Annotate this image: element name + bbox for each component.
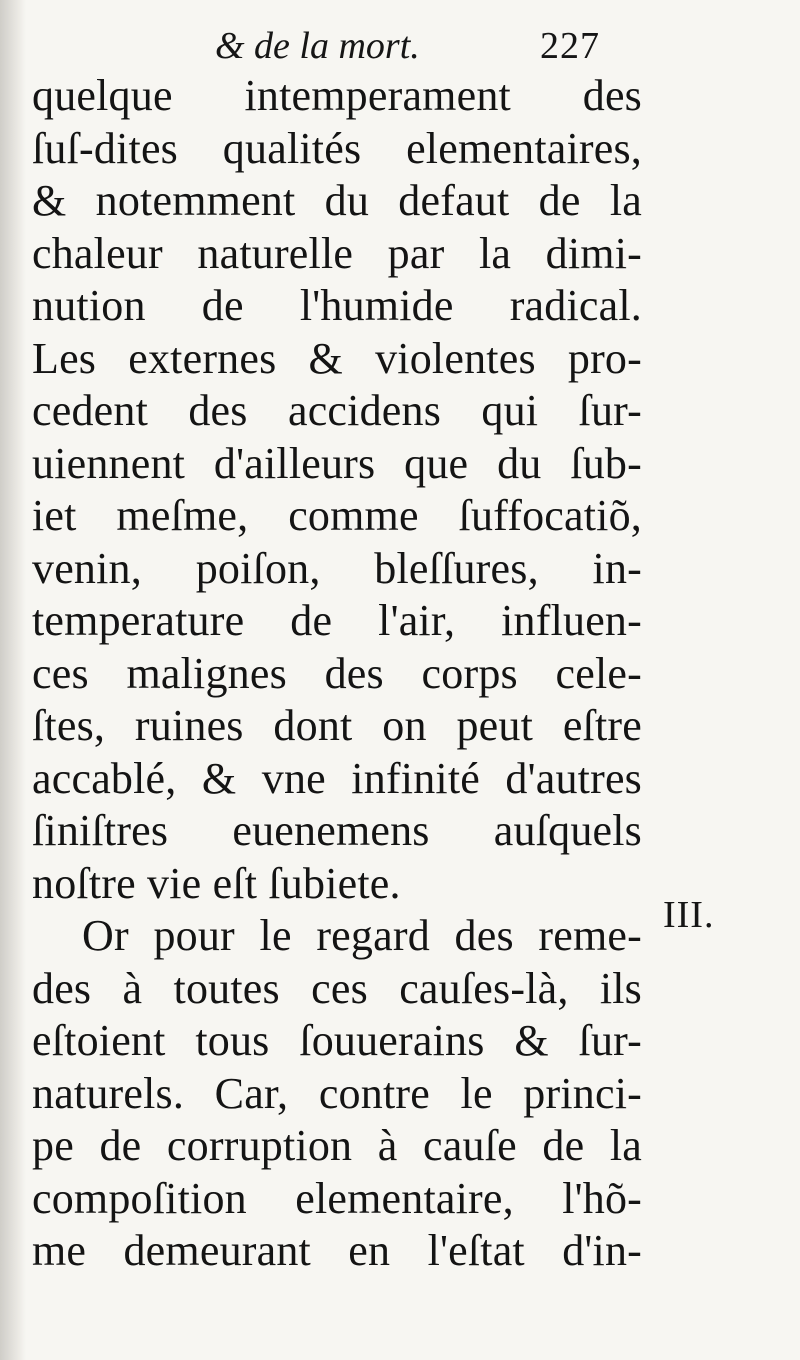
text-line: ces malignes des corps cele-: [32, 648, 642, 698]
page-header: [0, 22, 800, 72]
body-text: [32, 70, 642, 1278]
text-line: cedent des accidens qui ſur-: [32, 386, 642, 435]
text-line: accablé, & vne infinité d'autres: [32, 753, 642, 803]
text-line: noſtre vie eſt ſubiete.: [32, 858, 401, 908]
text-line: pe de corruption à cauſe de la: [32, 1121, 642, 1170]
page-gutter-shadow: [0, 0, 26, 1360]
text-line: ſuſ-dites qualités elementaires,: [32, 123, 642, 173]
text-line: iet meſme, comme ſuffocatiõ,: [32, 491, 642, 540]
text-line: venin, poiſon, bleſſures, in-: [32, 543, 642, 593]
margin-note: III.: [663, 894, 715, 936]
text-line: Or pour le regard des reme-: [82, 911, 642, 960]
text-line: naturels. Car, contre le princi-: [32, 1068, 642, 1118]
text-line: uiennent d'ailleurs que du ſub-: [32, 438, 642, 488]
running-head: & de la mort.: [215, 25, 420, 67]
text-line: compoſition elementaire, l'hõ-: [32, 1173, 642, 1223]
text-line: ſiniſtres euenemens auſquels: [32, 806, 642, 855]
page-number: 227: [540, 25, 600, 67]
text-line: Les externes & violentes pro-: [32, 333, 642, 383]
text-line: nution de l'humide radical.: [32, 281, 642, 330]
text-line: temperature de l'air, influen-: [32, 596, 642, 645]
text-line: & notemment du defaut de la: [32, 176, 642, 225]
text-line: chaleur naturelle par la dimi-: [32, 228, 642, 278]
text-line: me demeurant en l'eſtat d'in-: [32, 1226, 642, 1275]
text-line: quelque intemperament des: [32, 71, 642, 120]
text-line: eſtoient tous ſouuerains & ſur-: [32, 1016, 642, 1065]
text-line: des à toutes ces cauſes-là, ils: [32, 963, 642, 1013]
text-line: ſtes, ruines dont on peut eſtre: [32, 701, 642, 750]
